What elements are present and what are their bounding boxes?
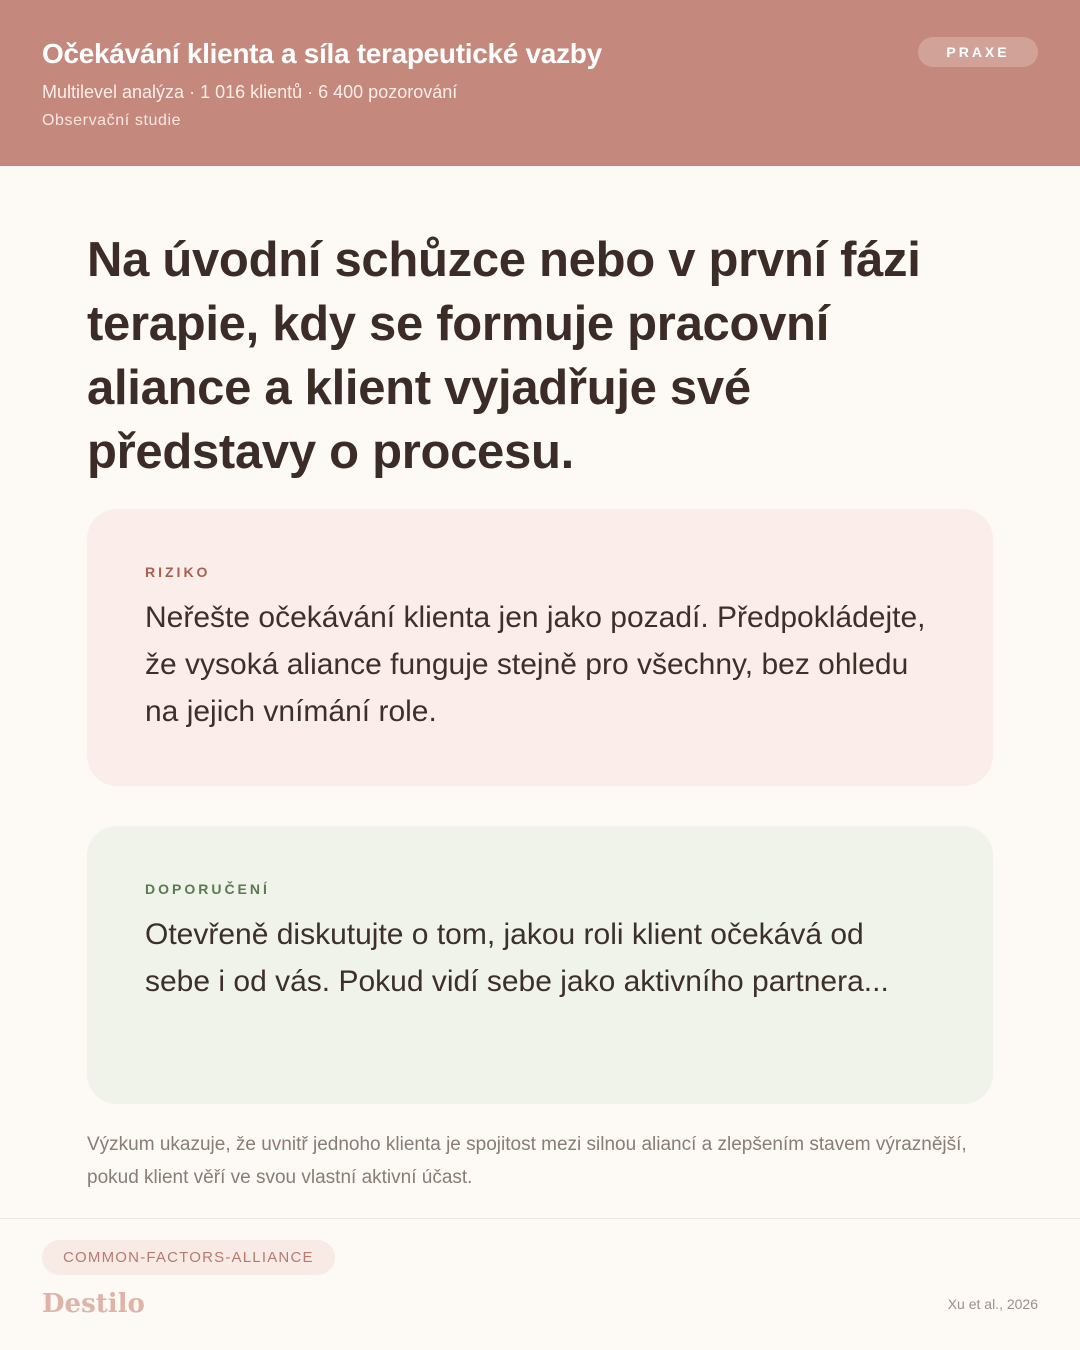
risk-text: Neřešte očekávání klienta jen jako pozadí. Předpokládejte, že vysoká aliance funguje stejně pro všechny, bez ohledu na jejich vnímání role. — [145, 601, 926, 728]
risk-card — [87, 509, 993, 786]
recommendation-card — [87, 826, 993, 1104]
recommendation-label: DOPORUČENÍ — [145, 881, 270, 897]
citation: Xu et al., 2026 — [947, 1296, 1038, 1312]
brand-logo: Destilo — [42, 1289, 145, 1319]
category-badge: PRAXE — [918, 37, 1038, 67]
headline: Na úvodní schůzce nebo v první fázi terapie, kdy se formuje pracovní aliance a klient vyjadřuje své představy o procesu. — [87, 233, 921, 479]
study-meta: Multilevel analýza · 1 016 klientů · 6 400 pozorování — [42, 82, 458, 102]
footer-divider — [0, 1218, 1080, 1219]
header-banner — [0, 0, 1080, 166]
study-type: Observační studie — [42, 112, 182, 129]
risk-label: RIZIKO — [145, 564, 211, 580]
recommendation-text: Otevřeně diskutujte o tom, jakou roli klient očekává od sebe i od vás. Pokud vidí sebe jako aktivního partnera... — [145, 918, 889, 998]
research-note: Výzkum ukazuje, že uvnitř jednoho klienta je spojitost mezi silnou aliancí a zlepšením stavem výraznější, pokud klient věří ve svou vlastní aktivní účast. — [87, 1134, 967, 1188]
page-title: Očekávání klienta a síla terapeutické vazby — [42, 38, 602, 69]
topic-tag[interactable]: COMMON-FACTORS-ALLIANCE — [42, 1240, 335, 1275]
